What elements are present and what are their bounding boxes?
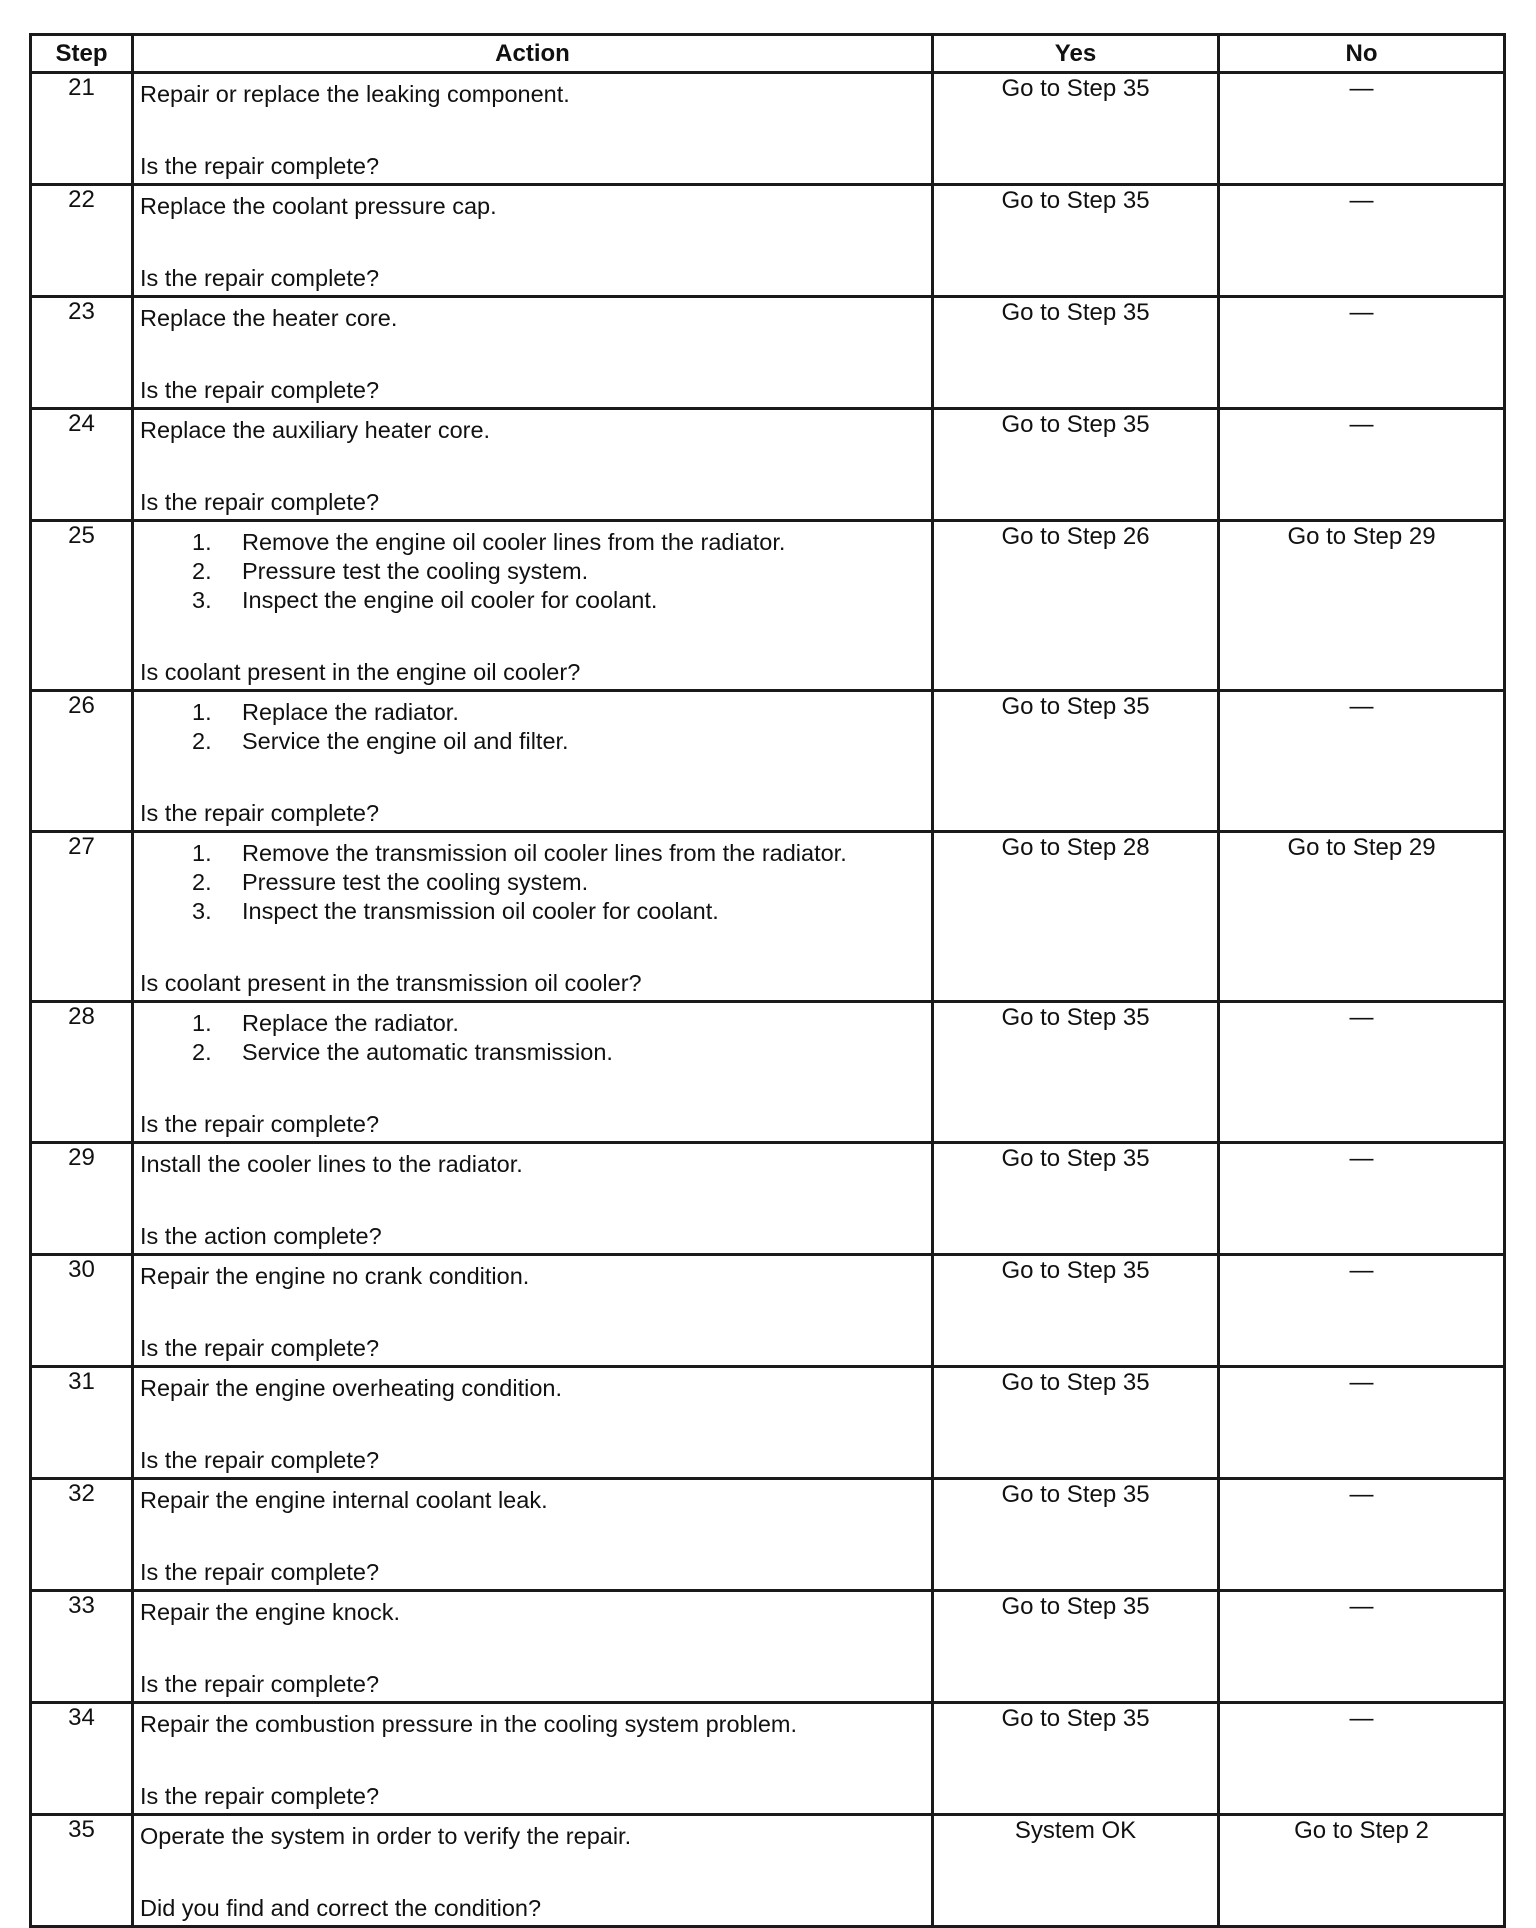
table-row [31,521,1505,691]
action-cell [133,185,933,297]
step-number: 27 [31,832,133,1002]
action-statement: Repair or replace the leaking component. [140,81,570,107]
action-question: Is the repair complete? [140,489,380,515]
action-cell [133,1479,933,1591]
action-question: Is the repair complete? [140,1671,380,1697]
table-row [31,1591,1505,1703]
action-cell [133,73,933,185]
list-item [192,839,925,868]
action-cell [133,1703,933,1815]
action-list [140,839,925,926]
action-cell [133,409,933,521]
table-row [31,832,1505,1002]
action-question: Is the repair complete? [140,1111,380,1137]
list-text: Inspect the transmission oil cooler for coolant. [242,898,719,924]
no-result: — [1219,1143,1505,1255]
action-cell [133,1002,933,1143]
no-result: Go to Step 29 [1219,521,1505,691]
action-question: Is coolant present in the transmission oil cooler? [140,970,642,996]
no-result: — [1219,409,1505,521]
no-result: — [1219,1703,1505,1815]
action-statement: Replace the auxiliary heater core. [140,417,491,443]
list-number: 3. [192,587,212,613]
action-statement: Operate the system in order to verify the repair. [140,1823,632,1849]
yes-result: Go to Step 35 [933,1143,1219,1255]
list-item [192,528,925,557]
action-question: Is the repair complete? [140,1447,380,1473]
no-result: — [1219,1367,1505,1479]
action-cell [133,1815,933,1927]
yes-result: Go to Step 35 [933,1591,1219,1703]
action-list [140,698,925,756]
step-number: 22 [31,185,133,297]
step-number: 26 [31,691,133,832]
action-cell [133,521,933,691]
table-row [31,297,1505,409]
header-action: Action [133,35,933,73]
list-number: 1. [192,840,212,866]
action-question: Is coolant present in the engine oil cooler? [140,659,581,685]
list-text: Pressure test the cooling system. [242,558,589,584]
yes-result: System OK [933,1815,1219,1927]
list-number: 2. [192,728,212,754]
step-number: 35 [31,1815,133,1927]
action-statement: Replace the heater core. [140,305,398,331]
table-row [31,1002,1505,1143]
list-text: Service the engine oil and filter. [242,728,569,754]
yes-result: Go to Step 26 [933,521,1219,691]
no-result: — [1219,297,1505,409]
list-text: Remove the engine oil cooler lines from the radiator. [242,529,786,555]
action-statement: Repair the engine internal coolant leak. [140,1487,548,1513]
table-row [31,1367,1505,1479]
header-no: No [1219,35,1505,73]
action-list [140,1009,925,1067]
list-item [192,868,925,897]
list-item [192,897,925,926]
list-number: 2. [192,1039,212,1065]
action-question: Is the repair complete? [140,265,380,291]
yes-result: Go to Step 35 [933,185,1219,297]
list-number: 1. [192,699,212,725]
table-row [31,1815,1505,1927]
table-row [31,1143,1505,1255]
yes-result: Go to Step 28 [933,832,1219,1002]
step-number: 34 [31,1703,133,1815]
step-number: 24 [31,409,133,521]
no-result: — [1219,1002,1505,1143]
list-item [192,557,925,586]
list-item [192,1009,925,1038]
list-text: Remove the transmission oil cooler lines from the radiator. [242,840,847,866]
list-text: Pressure test the cooling system. [242,869,589,895]
no-result: — [1219,1591,1505,1703]
list-text: Service the automatic transmission. [242,1039,613,1065]
yes-result: Go to Step 35 [933,297,1219,409]
header-step: Step [31,35,133,73]
diagnostic-table [29,33,1506,1928]
no-result: — [1219,1479,1505,1591]
yes-result: Go to Step 35 [933,1002,1219,1143]
action-statement: Install the cooler lines to the radiator. [140,1151,523,1177]
list-item [192,698,925,727]
table-row [31,1255,1505,1367]
header-row [31,35,1505,73]
action-question: Is the repair complete? [140,153,380,179]
table-row [31,73,1505,185]
yes-result: Go to Step 35 [933,73,1219,185]
action-statement: Repair the engine knock. [140,1599,400,1625]
action-question: Is the repair complete? [140,800,380,826]
no-result: — [1219,691,1505,832]
list-number: 1. [192,529,212,555]
list-number: 3. [192,898,212,924]
action-cell [133,832,933,1002]
step-number: 28 [31,1002,133,1143]
action-list [140,528,925,615]
list-text: Replace the radiator. [242,1010,459,1036]
action-cell [133,1255,933,1367]
action-question: Is the action complete? [140,1223,382,1249]
action-cell [133,1143,933,1255]
no-result: — [1219,185,1505,297]
no-result: Go to Step 2 [1219,1815,1505,1927]
step-number: 33 [31,1591,133,1703]
yes-result: Go to Step 35 [933,1703,1219,1815]
yes-result: Go to Step 35 [933,1367,1219,1479]
step-number: 30 [31,1255,133,1367]
action-cell [133,691,933,832]
list-item [192,586,925,615]
no-result: Go to Step 29 [1219,832,1505,1002]
table-row [31,409,1505,521]
action-statement: Repair the engine overheating condition. [140,1375,562,1401]
action-statement: Replace the coolant pressure cap. [140,193,497,219]
list-number: 1. [192,1010,212,1036]
step-number: 23 [31,297,133,409]
list-item [192,1038,925,1067]
action-cell [133,297,933,409]
list-number: 2. [192,558,212,584]
table-row [31,691,1505,832]
header-yes: Yes [933,35,1219,73]
step-number: 31 [31,1367,133,1479]
step-number: 32 [31,1479,133,1591]
yes-result: Go to Step 35 [933,409,1219,521]
step-number: 25 [31,521,133,691]
list-text: Replace the radiator. [242,699,459,725]
no-result: — [1219,73,1505,185]
action-cell [133,1367,933,1479]
yes-result: Go to Step 35 [933,691,1219,832]
step-number: 21 [31,73,133,185]
action-statement: Repair the engine no crank condition. [140,1263,530,1289]
action-question: Is the repair complete? [140,377,380,403]
table-row [31,185,1505,297]
list-text: Inspect the engine oil cooler for coolant. [242,587,658,613]
no-result: — [1219,1255,1505,1367]
action-question: Is the repair complete? [140,1783,380,1809]
action-question: Did you find and correct the condition? [140,1895,542,1921]
yes-result: Go to Step 35 [933,1255,1219,1367]
step-number: 29 [31,1143,133,1255]
action-cell [133,1591,933,1703]
list-item [192,727,925,756]
table-row [31,1703,1505,1815]
action-question: Is the repair complete? [140,1335,380,1361]
action-statement: Repair the combustion pressure in the cooling system problem. [140,1711,798,1737]
list-number: 2. [192,869,212,895]
yes-result: Go to Step 35 [933,1479,1219,1591]
action-question: Is the repair complete? [140,1559,380,1585]
table-row [31,1479,1505,1591]
